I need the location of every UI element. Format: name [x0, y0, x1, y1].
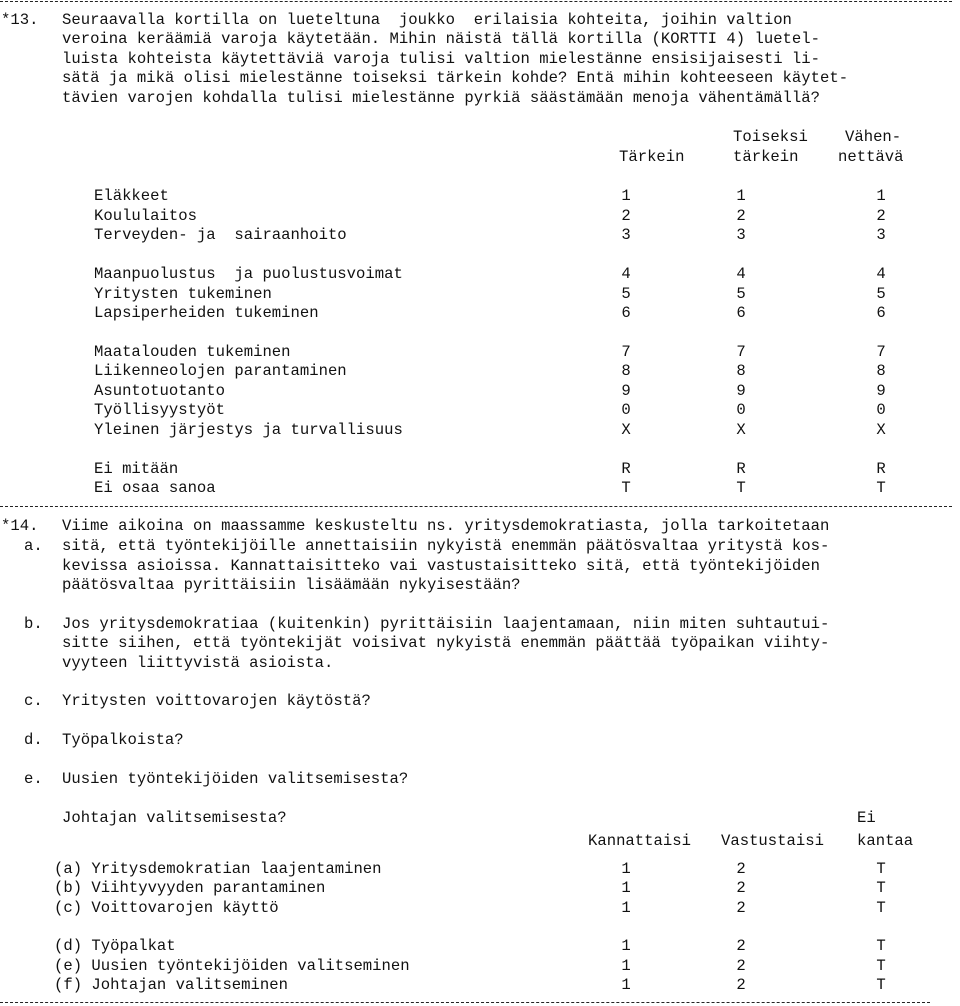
- question-13-number: *13.: [1, 11, 39, 29]
- row-label: Koululaitos: [94, 207, 197, 225]
- answer-code[interactable]: 1: [621, 976, 631, 994]
- answer-code[interactable]: 5: [621, 285, 631, 303]
- answer-code[interactable]: R: [876, 460, 886, 478]
- row-label: Terveyden- ja sairaanhoito: [94, 226, 347, 244]
- answer-code[interactable]: 5: [736, 285, 746, 303]
- answer-code[interactable]: 6: [876, 304, 886, 322]
- column-header-second-bottom: tärkein: [733, 148, 799, 166]
- answer-code[interactable]: R: [736, 460, 746, 478]
- item-b-letter: b.: [24, 615, 43, 633]
- answer-code[interactable]: 1: [621, 879, 631, 897]
- answer-code[interactable]: 9: [736, 382, 746, 400]
- item-b-line: vyyteen liittyvistä asioista.: [62, 654, 334, 672]
- answer-code[interactable]: 2: [736, 207, 746, 225]
- row-label: Maanpuolustus ja puolustusvoimat: [94, 265, 403, 283]
- row-label: (f) Johtajan valitseminen: [54, 976, 288, 994]
- column-header-second-top: Toiseksi: [733, 128, 808, 146]
- answer-code[interactable]: T: [876, 879, 886, 897]
- row-label: Ei mitään: [94, 460, 179, 478]
- answer-code[interactable]: 0: [876, 401, 886, 419]
- answer-code[interactable]: T: [876, 937, 886, 955]
- answer-code[interactable]: 2: [736, 899, 746, 917]
- row-label: Liikenneolojen parantaminen: [94, 362, 347, 380]
- answer-code[interactable]: X: [621, 421, 631, 439]
- question-14-number: *14.: [1, 517, 39, 535]
- column-header-first: Tärkein: [619, 148, 685, 166]
- question-13-line: veroina keräämiä varoja käytetään. Mihin näistä tällä kortilla (KORTTI 4) luetel-: [62, 30, 820, 48]
- row-label: Maatalouden tukeminen: [94, 343, 291, 361]
- answer-code[interactable]: 8: [621, 362, 631, 380]
- answer-code[interactable]: T: [621, 479, 631, 497]
- answer-code[interactable]: 7: [621, 343, 631, 361]
- answer-code[interactable]: 8: [876, 362, 886, 380]
- answer-code[interactable]: 0: [621, 401, 631, 419]
- answer-code[interactable]: 2: [736, 860, 746, 878]
- column-header-third-bottom: nettävä: [838, 148, 904, 166]
- answer-code[interactable]: 3: [621, 226, 631, 244]
- answer-code[interactable]: X: [736, 421, 746, 439]
- answer-code[interactable]: 4: [621, 265, 631, 283]
- row-label: (e) Uusien työntekijöiden valitseminen: [54, 957, 410, 975]
- row-label: (c) Voittovarojen käyttö: [54, 899, 279, 917]
- item-a-line: kevissa asioissa. Kannattaisitteko vai vastustaisitteko sitä, että työntekijöiden: [62, 557, 820, 575]
- answer-code[interactable]: 2: [621, 207, 631, 225]
- column-header-kannattaisi: Kannattaisi: [588, 832, 691, 850]
- item-c-text: Yritysten voittovarojen käytöstä?: [62, 692, 371, 710]
- row-label: Työllisyystyöt: [94, 401, 226, 419]
- item-e-text: Uusien työntekijöiden valitsemisesta?: [62, 770, 409, 788]
- answer-code[interactable]: 1: [621, 860, 631, 878]
- answer-code[interactable]: 1: [621, 899, 631, 917]
- answer-code[interactable]: 3: [736, 226, 746, 244]
- answer-code[interactable]: 9: [876, 382, 886, 400]
- row-label: Yritysten tukeminen: [94, 285, 272, 303]
- answer-code[interactable]: 7: [876, 343, 886, 361]
- answer-code[interactable]: 1: [621, 957, 631, 975]
- column-header-kantaa: kantaa: [857, 832, 914, 850]
- item-a-line: päätösvaltaa pyrittäisiin lisäämään nykyisestään?: [62, 576, 521, 594]
- item-b-line: sitte siihen, että työntekijät voisivat nykyistä enemmän päättää työpaikan viihty-: [62, 634, 830, 652]
- row-label: Asuntotuotanto: [94, 382, 226, 400]
- item-a-line: sitä, että työntekijöille annettaisiin nykyistä enemmän päätösvaltaa yritystä kos-: [62, 537, 830, 555]
- row-label: (d) Työpalkat: [54, 937, 176, 955]
- question-13-line: Seuraavalla kortilla on lueteltuna joukko erilaisia kohteita, joihin valtion: [62, 11, 792, 29]
- row-label: Eläkkeet: [94, 187, 169, 205]
- row-label: Yleinen järjestys ja turvallisuus: [94, 421, 403, 439]
- row-label: Ei osaa sanoa: [94, 479, 216, 497]
- middle-divider: [0, 506, 952, 507]
- row-label: Lapsiperheiden tukeminen: [94, 304, 319, 322]
- row-label: (a) Yritysdemokratian laajentaminen: [54, 860, 382, 878]
- item-a-letter: a.: [24, 537, 43, 555]
- question-14-table-intro: Johtajan valitsemisesta?: [62, 809, 287, 827]
- answer-code[interactable]: 1: [621, 187, 631, 205]
- bottom-divider: [0, 1002, 930, 1003]
- answer-code[interactable]: T: [876, 860, 886, 878]
- answer-code[interactable]: 2: [736, 976, 746, 994]
- answer-code[interactable]: 2: [736, 957, 746, 975]
- answer-code[interactable]: 2: [736, 937, 746, 955]
- column-header-vastustaisi: Vastustaisi: [721, 832, 824, 850]
- answer-code[interactable]: R: [621, 460, 631, 478]
- answer-code[interactable]: 1: [876, 187, 886, 205]
- column-header-ei-top: Ei: [857, 809, 876, 827]
- answer-code[interactable]: 2: [876, 207, 886, 225]
- column-header-third-top: Vähen-: [845, 128, 902, 146]
- row-label: (b) Viihtyvyyden parantaminen: [54, 879, 326, 897]
- answer-code[interactable]: 0: [736, 401, 746, 419]
- answer-code[interactable]: T: [876, 479, 886, 497]
- answer-code[interactable]: T: [876, 976, 886, 994]
- answer-code[interactable]: 5: [876, 285, 886, 303]
- answer-code[interactable]: 7: [736, 343, 746, 361]
- answer-code[interactable]: X: [876, 421, 886, 439]
- answer-code[interactable]: T: [876, 957, 886, 975]
- answer-code[interactable]: 6: [736, 304, 746, 322]
- answer-code[interactable]: 3: [876, 226, 886, 244]
- question-13-line: sätä ja mikä olisi mielestänne toiseksi tärkein kohde? Entä mihin kohteeseen käytet-: [62, 69, 849, 87]
- question-13-line: luista kohteista käytettäviä varoja tulisi valtion mielestänne ensisijaisesti li-: [62, 50, 820, 68]
- answer-code[interactable]: 6: [621, 304, 631, 322]
- item-b-line: Jos yritysdemokratiaa (kuitenkin) pyrittäisiin laajentamaan, niin miten suhtautui-: [62, 615, 830, 633]
- answer-code[interactable]: 4: [736, 265, 746, 283]
- answer-code[interactable]: T: [876, 899, 886, 917]
- item-e-letter: e.: [24, 770, 43, 788]
- item-d-text: Työpalkoista?: [62, 731, 184, 749]
- item-c-letter: c.: [24, 692, 43, 710]
- question-13-line: tävien varojen kohdalla tulisi mielestänne pyrkiä säästämään menoja vähentämällä?: [62, 89, 820, 107]
- answer-code[interactable]: 1: [621, 937, 631, 955]
- answer-code[interactable]: 9: [621, 382, 631, 400]
- answer-code[interactable]: 4: [876, 265, 886, 283]
- answer-code[interactable]: 2: [736, 879, 746, 897]
- answer-code[interactable]: 8: [736, 362, 746, 380]
- question-14-intro: Viime aikoina on maassamme keskusteltu ns. yritysdemokratiasta, jolla tarkoitetaan: [62, 517, 830, 535]
- item-d-letter: d.: [24, 731, 43, 749]
- answer-code[interactable]: T: [736, 479, 746, 497]
- answer-code[interactable]: 1: [736, 187, 746, 205]
- top-divider: [0, 1, 952, 2]
